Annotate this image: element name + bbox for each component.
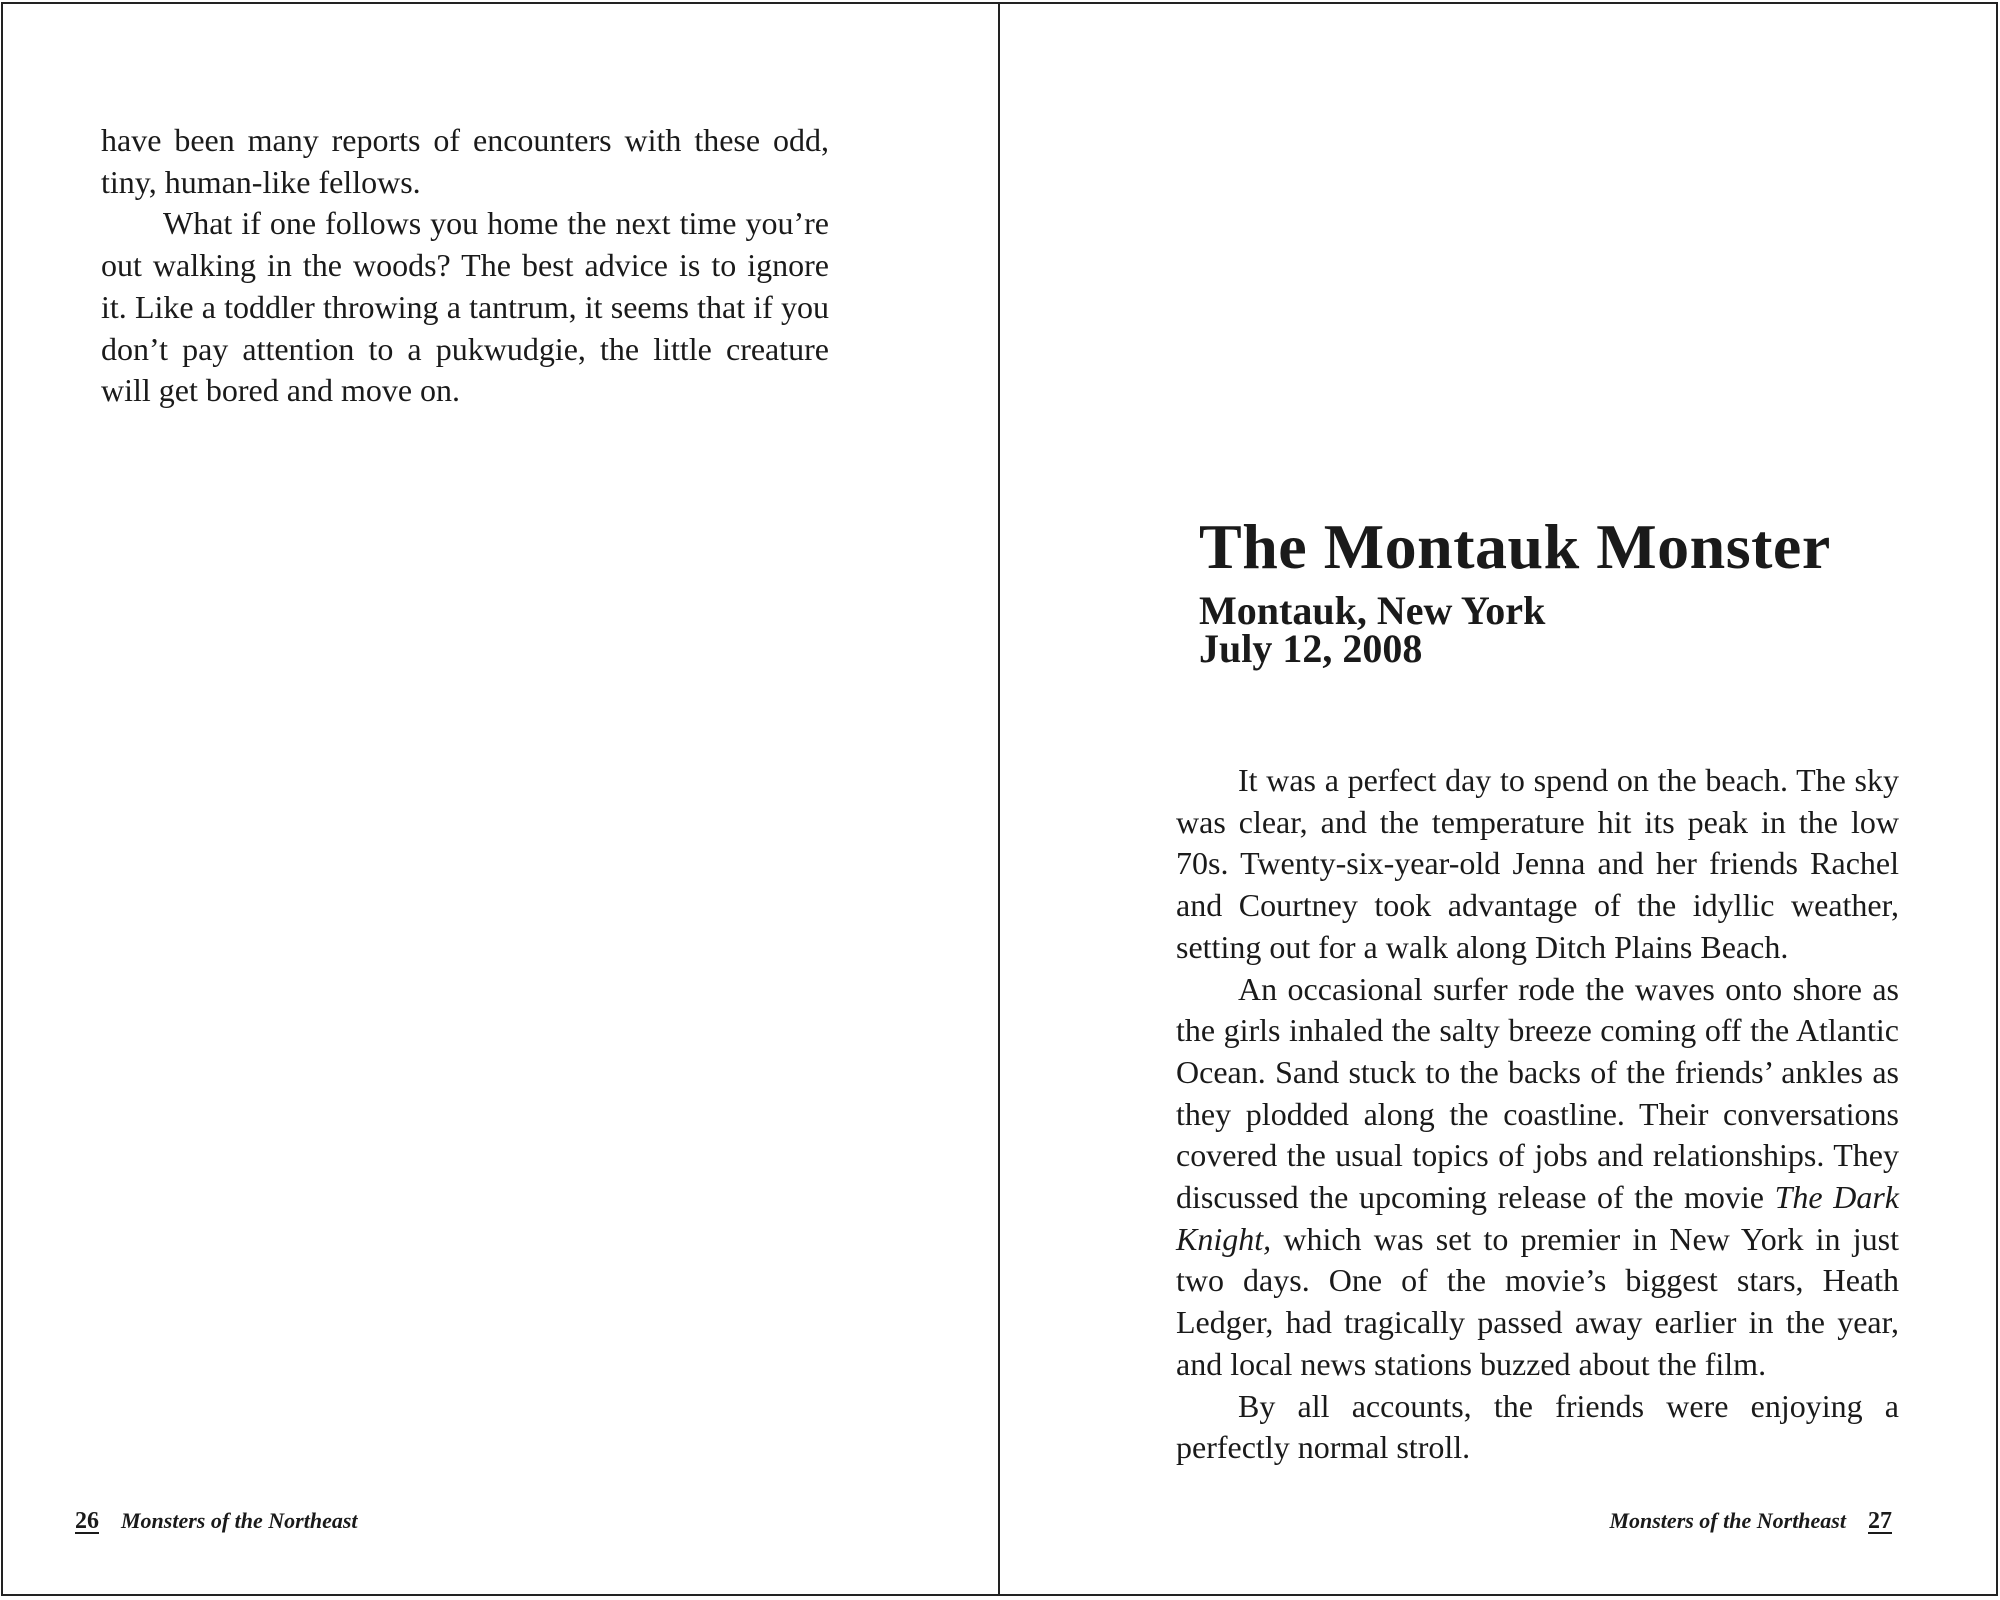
chapter-title: The Montauk Monster xyxy=(1199,511,1831,582)
paragraph-text: An occasional surfer rode the waves onto shore as the girls inhaled the salty breeze coming off the Atlantic Ocean. Sand stuck to the backs of the friends’ ankles as they plodded along the coastline. Their conversations covered the usual topics of jobs and relationships. They discussed the upcoming release of the movie xyxy=(1176,970,1899,1216)
paragraph: It was a perfect day to spend on the beach. The sky was clear, and the temperature hit its peak in the low 70s. Twenty-six-year-old Jenna and her friends Rachel and Courtney took advantage of the idyllic weather, setting out for a walk along Ditch Plains Beach. xyxy=(1176,762,1899,965)
page-number: 26 xyxy=(75,1508,99,1534)
movie-title: The Dark Knight, xyxy=(1176,1179,1900,1257)
paragraph-text: which was set to premier in New York in just two days. One of the movie’s biggest stars, Heath Ledger, had tragically passed away earlier in the year, and local news stations buzzed about the film. xyxy=(1176,1220,1899,1382)
paragraph xyxy=(1176,969,1899,1386)
right-page xyxy=(999,2,1998,1596)
paragraph: By all accounts, the friends were enjoying a perfectly normal stroll. xyxy=(1176,1387,1899,1466)
page-number: 27 xyxy=(1868,1508,1892,1534)
running-head: Monsters of the Northeast xyxy=(121,1508,358,1533)
paragraph: What if one follows you home the next time you’re out walking in the woods? The best advice is to ignore it. Like a toddler throwing a tantrum, it seems that if you don’t pay attention to a pukwudgie, the little creature will get bored and move on. xyxy=(101,205,829,409)
left-footer xyxy=(75,1506,358,1536)
chapter-subtitle xyxy=(1199,588,1546,671)
right-body-text xyxy=(1176,760,1899,1469)
running-head: Monsters of the Northeast xyxy=(1609,1508,1846,1533)
paragraph: have been many reports of encounters with these odd, tiny, human-like fellows. xyxy=(101,122,829,200)
chapter-location: Montauk, New York xyxy=(1199,588,1546,633)
chapter-date: July 12, 2008 xyxy=(1199,626,1423,671)
left-body-text xyxy=(101,120,829,412)
left-page xyxy=(1,2,999,1596)
right-footer xyxy=(1609,1506,1892,1536)
